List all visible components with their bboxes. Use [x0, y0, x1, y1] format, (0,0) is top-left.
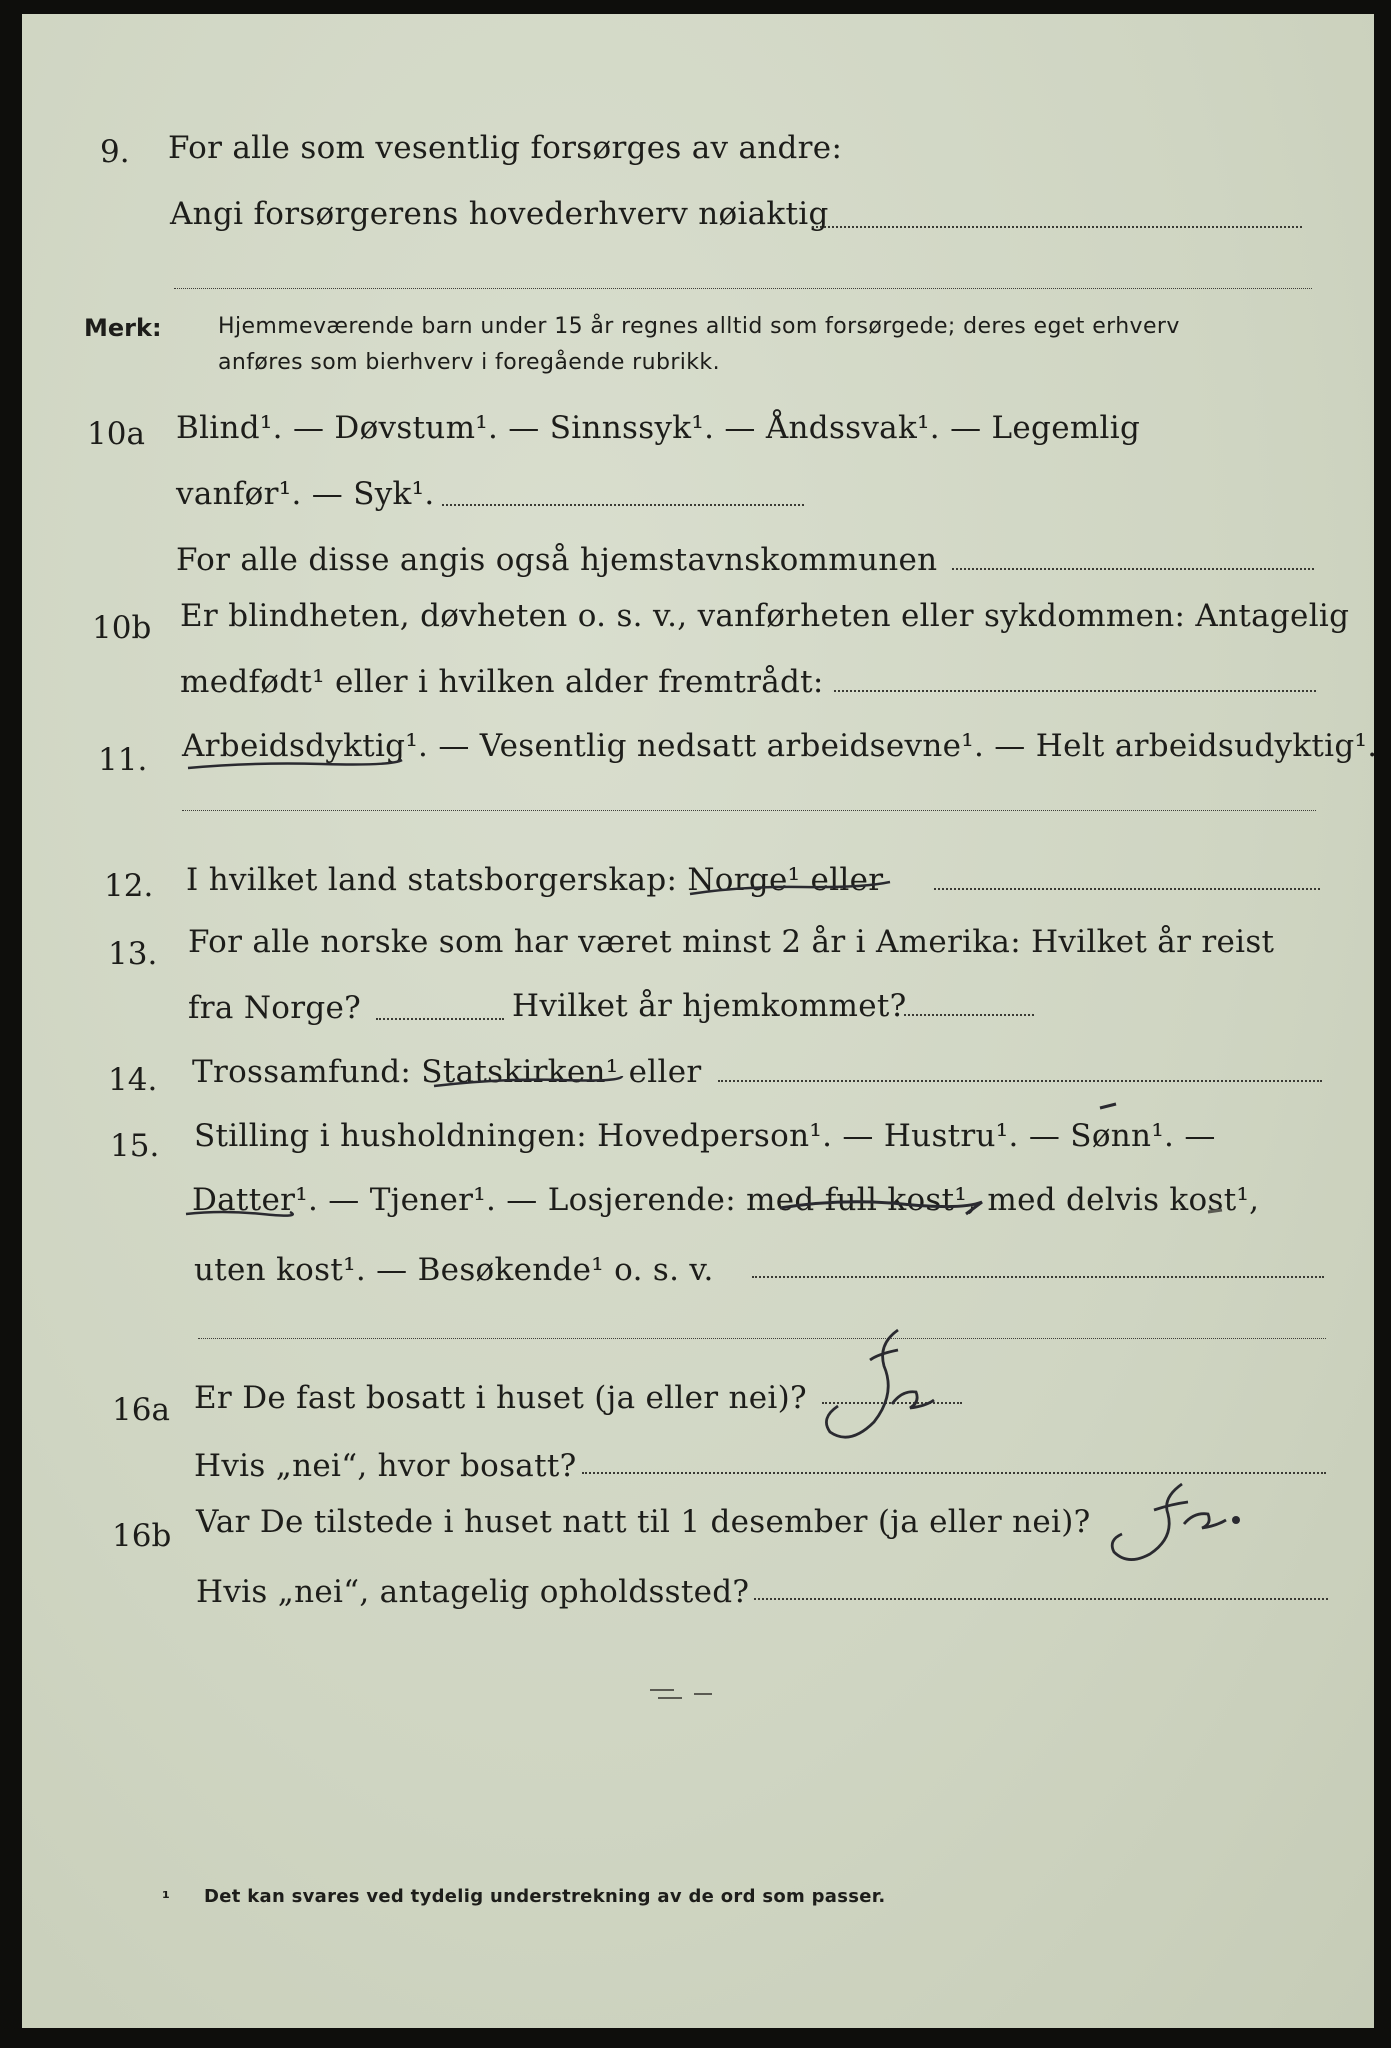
handwriting-layer: [22, 14, 1374, 2028]
handwriting-ja-16b: [1112, 1484, 1226, 1560]
q16b-line2: Hvis „nei“, antagelig opholdssted?: [196, 1574, 750, 1610]
merk-line1: Hjemmeværende barn under 15 år regnes alltid som forsørgede; deres eget erhverv: [218, 314, 1180, 339]
q14-number: 14.: [108, 1062, 158, 1098]
q15-number: 15.: [110, 1128, 160, 1164]
underline-med-full-kost: [780, 1202, 982, 1214]
handwriting-ja-16a: [826, 1330, 934, 1437]
q10a-line1: Blind¹. — Døvstum¹. — Sinnssyk¹. — Åndssvak¹. — Legemlig: [176, 410, 1141, 446]
q14-line1: Trossamfund: Statskirken¹ eller: [192, 1054, 702, 1090]
q9-line1: For alle som vesentlig forsørges av andre:: [168, 130, 843, 166]
underline-norge: [690, 882, 890, 894]
q11-line1: Arbeidsdyktig¹. — Vesentlig nedsatt arbeidsevne¹. — Helt arbeidsudyktig¹.: [182, 728, 1378, 764]
q10a-line3: For alle disse angis også hjemstavnskommunen: [176, 542, 938, 578]
q16a-line1: Er De fast bosatt i huset (ja eller nei)?: [194, 1380, 807, 1416]
underline-arbeidsdyktig: [188, 760, 402, 768]
q15-line2: Datter¹. — Tjener¹. — Losjerende: med full kost¹, med delvis kost¹,: [192, 1182, 1260, 1218]
q10b-number: 10b: [92, 610, 152, 646]
q10b-line1: Er blindheten, døvheten o. s. v., vanførheten eller sykdommen: Antagelig: [180, 598, 1350, 634]
q16a-line2: Hvis „nei“, hvor bosatt?: [194, 1448, 577, 1484]
q10a-line2: vanfør¹. — Syk¹.: [176, 476, 435, 512]
q9-number: 9.: [100, 134, 130, 170]
q13-line2b: Hvilket år hjemkommet?: [512, 988, 907, 1024]
q10b-line2: medfødt¹ eller i hvilken alder fremtrådt:: [180, 664, 824, 700]
q13-line1: For alle norske som har været minst 2 år i Amerika: Hvilket år reist: [188, 924, 1275, 960]
footnote-text: Det kan svares ved tydelig understrekning av de ord som passer.: [204, 1886, 886, 1907]
merk-label: Merk:: [84, 314, 162, 342]
q10a-number: 10a: [87, 416, 145, 452]
q15-line1: Stilling i husholdningen: Hovedperson¹. — Hustru¹. — Sønn¹. —: [194, 1118, 1216, 1154]
merk-line2: anføres som bierhverv i foregående rubrikk.: [218, 350, 720, 375]
q16b-number: 16b: [112, 1518, 172, 1554]
q13-line2a: fra Norge?: [188, 990, 362, 1026]
q12-number: 12.: [104, 868, 154, 904]
q12-line1: I hvilket land statsborgerskap: Norge¹ eller: [186, 862, 884, 898]
q13-number: 13.: [108, 936, 158, 972]
q11-number: 11.: [98, 742, 148, 778]
underline-datter: [186, 1212, 293, 1216]
form-page: [22, 14, 1378, 2028]
q15-line3: uten kost¹. — Besøkende¹ o. s. v.: [194, 1252, 714, 1288]
q16b-line1: Var De tilstede i huset natt til 1 desember (ja eller nei)?: [196, 1504, 1091, 1540]
footnote-mark: ¹: [162, 1888, 171, 1909]
q9-line2: Angi forsørgerens hovederhverv nøiaktig: [170, 196, 829, 232]
underline-statskirken: [434, 1076, 622, 1086]
q16a-number: 16a: [112, 1392, 170, 1428]
